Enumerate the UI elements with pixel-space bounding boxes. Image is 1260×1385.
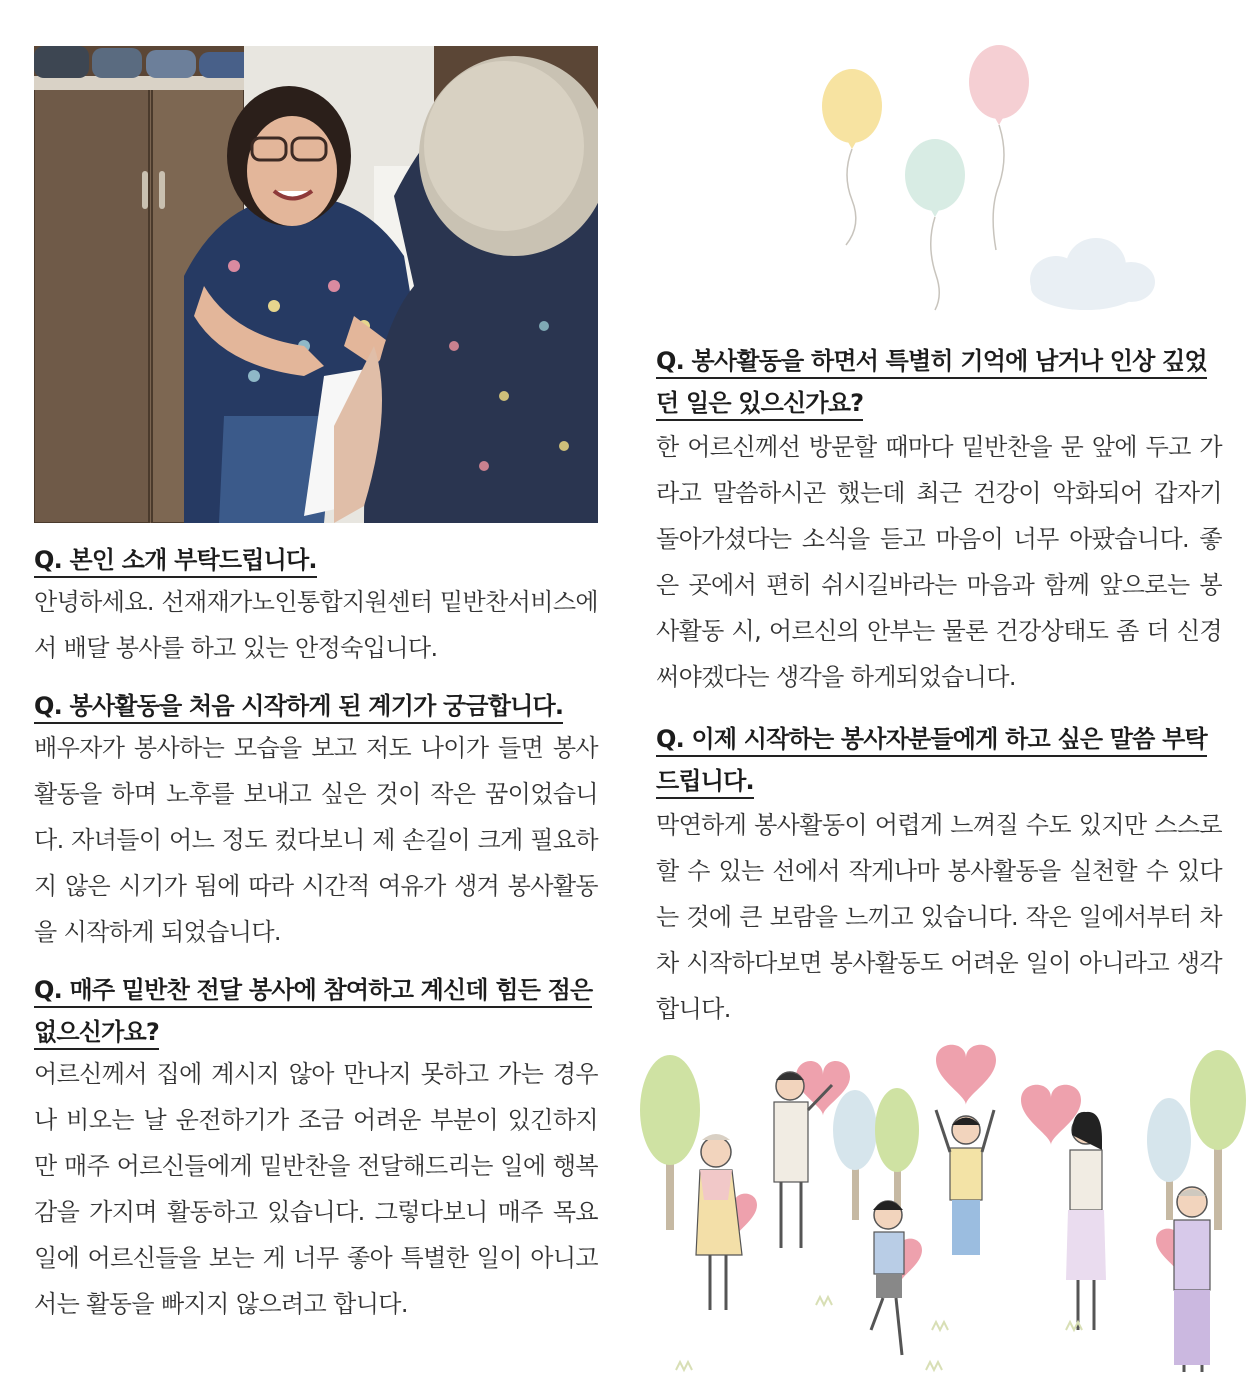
question-3: Q. 매주 밑반찬 전달 봉사에 참여하고 계신데 힘든 점은 없으신가요?: [34, 976, 592, 1050]
mint-balloon-icon: [905, 139, 965, 211]
tree-icon: [833, 1090, 877, 1220]
balloons-illustration: [656, 0, 1222, 330]
left-column: [34, 46, 598, 1327]
question-1: Q. 본인 소개 부탁드립니다.: [34, 546, 317, 578]
answer-4: 한 어르신께선 방문할 때마다 밑반찬을 문 앞에 두고 가라고 말씀하시곤 했는데 최근 건강이 악화되어 갑자기 돌아가셨다는 소식을 듣고 마음이 너무 아팠습니다. 좋은 곳에서 편히 쉬시길바라는 마음과 함께 앞으로는 봉사활동 시, 어르신의 안부는 물론 건강상태도 좀 더 신경써야겠다는 생각을 하게되었습니다.: [656, 433, 1222, 691]
question-2: Q. 봉사활동을 처음 시작하게 된 계기가 궁금합니다.: [34, 692, 563, 724]
answer-2: 배우자가 봉사하는 모습을 보고 저도 나이가 들면 봉사활동을 하며 노후를 보내고 싶은 것이 작은 꿈이었습니다. 자녀들이 어느 정도 컸다보니 제 손길이 크게 필요하지 않은 시기가 됨에 따라 시간적 여유가 생겨 봉사활동을 시작하게 되었습니다.: [34, 734, 598, 946]
qa-block-2: [34, 685, 598, 955]
answer-5: 막연하게 봉사활동이 어렵게 느껴질 수도 있지만 스스로 할 수 있는 선에서 작게나마 봉사활동을 실천할 수 있다는 것에 큰 보람을 느끼고 있습니다. 작은 일에서부터 차차 시작하다보면 봉사활동도 어려운 일이 아니라고 생각합니다.: [656, 811, 1222, 1023]
tree-icon: [640, 1055, 700, 1230]
elderly-man-figure: [1174, 1187, 1210, 1372]
answer-3: 어르신께서 집에 계시지 않아 만나지 못하고 가는 경우나 비오는 날 운전하기가 조금 어려운 부분이 있긴하지만 매주 어르신들에게 밑반찬을 전달해드리는 일에 행복감을 가지며 활동하고 있습니다. 그렇다보니 매주 목요일에 어르신들을 보는 게 너무 좋아 특별한 일이 아니고서는 활동을 빠지지 않으려고 합니다.: [34, 1060, 598, 1318]
qa-block-1: [34, 539, 598, 671]
right-column: [656, 0, 1222, 1023]
qa-block-4: [656, 340, 1222, 1032]
tree-icon: [875, 1088, 919, 1210]
woman-figure: [1066, 1112, 1106, 1330]
volunteers-illustration: [636, 1040, 1256, 1380]
elderly-woman-figure: [696, 1134, 742, 1310]
question-5: Q. 이제 시작하는 봉사자분들에게 하고 싶은 말씀 부탁드립니다.: [656, 725, 1207, 799]
yellow-balloon-icon: [822, 69, 882, 143]
volunteer-photo: [34, 46, 598, 523]
pink-balloon-icon: [969, 45, 1029, 119]
qa-block-5: [656, 718, 1222, 1032]
cloud-icon: [1030, 238, 1155, 310]
heart-icon: [936, 1045, 996, 1105]
question-4: Q. 봉사활동을 하면서 특별히 기억에 남거나 인상 깊었던 일은 있으신가요?: [656, 347, 1207, 421]
photo-illustration: [34, 46, 598, 523]
girl-figure: [871, 1201, 904, 1355]
answer-1: 안녕하세요. 선재재가노인통합지원센터 밑반찬서비스에서 배달 봉사를 하고 있는 안정숙입니다.: [34, 588, 598, 662]
qa-block-3: [34, 969, 598, 1327]
heart-icon: [1021, 1085, 1081, 1145]
boy-figure: [936, 1110, 994, 1255]
